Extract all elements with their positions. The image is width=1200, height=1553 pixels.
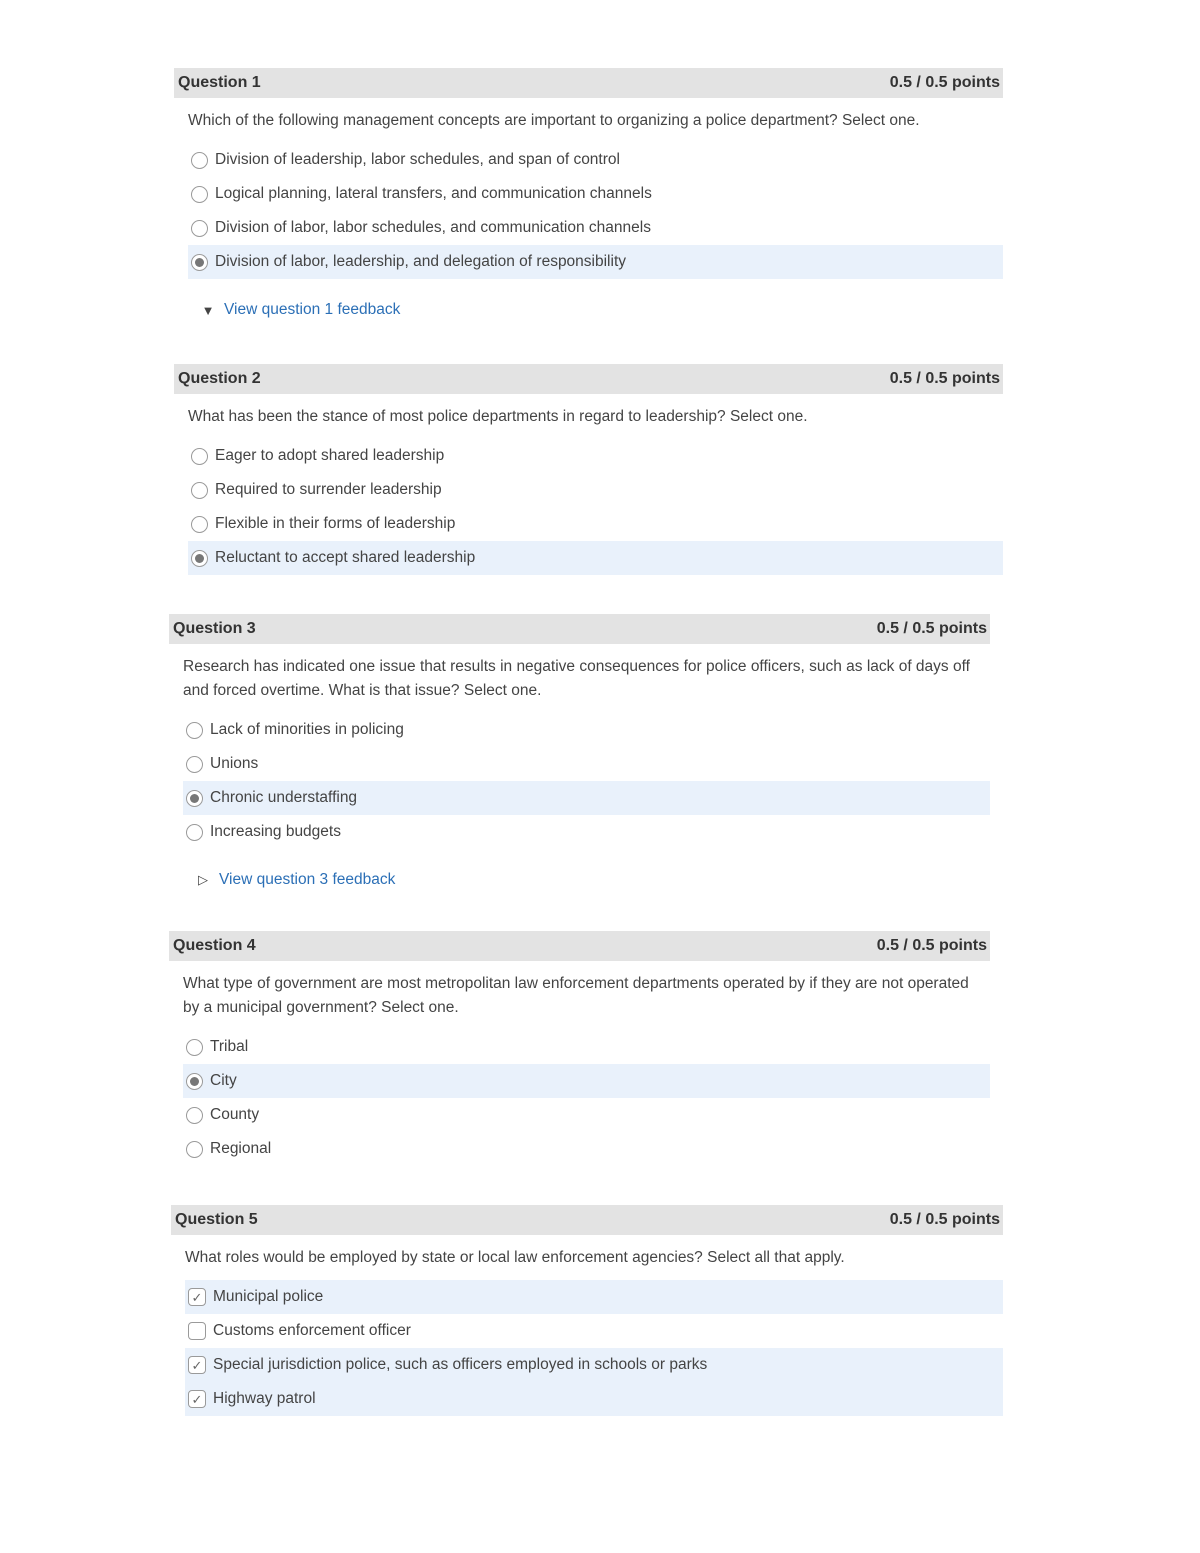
question-title: Question 2 bbox=[178, 370, 261, 387]
radio-button[interactable] bbox=[186, 1141, 203, 1158]
answer-option[interactable] bbox=[188, 473, 1003, 507]
option-label: Increasing budgets bbox=[210, 823, 341, 840]
checkbox[interactable] bbox=[188, 1322, 206, 1340]
question-header bbox=[174, 68, 1003, 98]
question-title: Question 4 bbox=[173, 937, 256, 954]
radio-button-selected[interactable] bbox=[191, 550, 208, 567]
question-2 bbox=[174, 364, 1003, 575]
option-label: County bbox=[210, 1106, 260, 1123]
question-prompt: What has been the stance of most police departments in regard to leadership? Select one. bbox=[188, 408, 808, 425]
answer-options bbox=[174, 143, 1003, 279]
radio-button[interactable] bbox=[191, 448, 208, 465]
option-label: Chronic understaffing bbox=[210, 789, 358, 806]
answer-option[interactable] bbox=[188, 177, 1003, 211]
question-header bbox=[169, 614, 990, 644]
radio-button[interactable] bbox=[191, 186, 208, 203]
answer-option-selected[interactable] bbox=[188, 245, 1003, 279]
question-1 bbox=[174, 68, 1003, 319]
radio-dot-icon bbox=[195, 258, 204, 267]
question-header bbox=[171, 1205, 1003, 1235]
question-points: 0.5 / 0.5 points bbox=[889, 74, 1000, 91]
answer-option[interactable] bbox=[188, 439, 1003, 473]
feedback-link-label[interactable]: View question 3 feedback bbox=[219, 871, 396, 888]
answer-option[interactable] bbox=[183, 713, 990, 747]
question-prompt: Research has indicated one issue that results in negative consequences for police officers, such as lack of days off and forced overtime. What is that issue? Select one. bbox=[183, 658, 970, 699]
option-label: Special jurisdiction police, such as officers employed in schools or parks bbox=[213, 1356, 708, 1373]
answer-options bbox=[169, 1030, 990, 1166]
answer-option[interactable] bbox=[183, 815, 990, 849]
checkbox-checked[interactable] bbox=[188, 1288, 206, 1306]
question-title: Question 1 bbox=[178, 74, 261, 91]
question-5 bbox=[171, 1205, 1003, 1416]
answer-option-selected[interactable] bbox=[183, 1064, 990, 1098]
option-label: Eager to adopt shared leadership bbox=[215, 447, 445, 464]
checkbox-checked[interactable] bbox=[188, 1356, 206, 1374]
checkmark-icon: ✓ bbox=[191, 1289, 203, 1305]
question-prompt: What type of government are most metropolitan law enforcement departments operated by if they are not operated by a municipal government? Select one. bbox=[183, 975, 969, 1016]
answer-option-selected[interactable] bbox=[188, 541, 1003, 575]
caret-down-icon: ▼ bbox=[201, 302, 215, 318]
view-feedback-link[interactable] bbox=[198, 301, 1003, 319]
option-label: Lack of minorities in policing bbox=[210, 721, 404, 738]
answer-options bbox=[169, 713, 990, 849]
answer-option[interactable] bbox=[183, 1030, 990, 1064]
radio-button[interactable] bbox=[186, 1039, 203, 1056]
radio-button[interactable] bbox=[186, 722, 203, 739]
question-title: Question 5 bbox=[175, 1211, 258, 1228]
option-label: Highway patrol bbox=[213, 1390, 316, 1407]
feedback-link-label[interactable]: View question 1 feedback bbox=[224, 301, 401, 318]
question-title: Question 3 bbox=[173, 620, 256, 637]
question-header bbox=[174, 364, 1003, 394]
option-label: Municipal police bbox=[213, 1288, 324, 1305]
option-label: Flexible in their forms of leadership bbox=[215, 515, 456, 532]
checkmark-icon: ✓ bbox=[191, 1391, 203, 1407]
question-header bbox=[169, 931, 990, 961]
radio-button-selected[interactable] bbox=[186, 1073, 203, 1090]
view-feedback-link[interactable] bbox=[193, 871, 990, 889]
question-points: 0.5 / 0.5 points bbox=[876, 937, 987, 954]
question-4 bbox=[169, 931, 990, 1166]
question-points: 0.5 / 0.5 points bbox=[889, 370, 1000, 387]
radio-button-selected[interactable] bbox=[191, 254, 208, 271]
option-label: Logical planning, lateral transfers, and communication channels bbox=[215, 185, 652, 202]
caret-right-icon: ▷ bbox=[198, 872, 208, 887]
radio-button[interactable] bbox=[191, 152, 208, 169]
option-label: Unions bbox=[210, 755, 259, 772]
question-3 bbox=[169, 614, 990, 889]
answer-option-selected[interactable] bbox=[183, 781, 990, 815]
option-label: Division of labor, leadership, and delegation of responsibility bbox=[215, 253, 626, 270]
checkbox-checked[interactable] bbox=[188, 1390, 206, 1408]
answer-option[interactable] bbox=[185, 1314, 1003, 1348]
answer-options bbox=[171, 1280, 1003, 1416]
question-points: 0.5 / 0.5 points bbox=[876, 620, 987, 637]
option-label: Customs enforcement officer bbox=[213, 1322, 411, 1339]
answer-option[interactable] bbox=[183, 1098, 990, 1132]
answer-option-selected[interactable] bbox=[185, 1280, 1003, 1314]
option-label: Division of leadership, labor schedules, and span of control bbox=[215, 151, 620, 168]
answer-option[interactable] bbox=[188, 507, 1003, 541]
answer-option-selected[interactable] bbox=[185, 1382, 1003, 1416]
radio-button[interactable] bbox=[186, 1107, 203, 1124]
option-label: Tribal bbox=[210, 1038, 249, 1055]
radio-dot-icon bbox=[195, 554, 204, 563]
radio-button[interactable] bbox=[191, 482, 208, 499]
answer-option[interactable] bbox=[188, 143, 1003, 177]
radio-button[interactable] bbox=[186, 824, 203, 841]
answer-options bbox=[174, 439, 1003, 575]
question-prompt: Which of the following management concepts are important to organizing a police department? Select one. bbox=[188, 112, 920, 129]
radio-button[interactable] bbox=[191, 220, 208, 237]
option-label: City bbox=[210, 1072, 237, 1089]
answer-option[interactable] bbox=[183, 747, 990, 781]
answer-option-selected[interactable] bbox=[185, 1348, 1003, 1382]
option-label: Regional bbox=[210, 1140, 272, 1157]
question-points: 0.5 / 0.5 points bbox=[889, 1211, 1000, 1228]
checkmark-icon: ✓ bbox=[191, 1357, 203, 1373]
option-label: Division of labor, labor schedules, and communication channels bbox=[215, 219, 651, 236]
radio-button-selected[interactable] bbox=[186, 790, 203, 807]
answer-option[interactable] bbox=[188, 211, 1003, 245]
option-label: Reluctant to accept shared leadership bbox=[215, 549, 476, 566]
radio-dot-icon bbox=[190, 794, 199, 803]
radio-dot-icon bbox=[190, 1077, 199, 1086]
radio-button[interactable] bbox=[186, 756, 203, 773]
question-prompt: What roles would be employed by state or local law enforcement agencies? Select all that apply. bbox=[185, 1249, 845, 1266]
radio-button[interactable] bbox=[191, 516, 208, 533]
answer-option[interactable] bbox=[183, 1132, 990, 1166]
option-label: Required to surrender leadership bbox=[215, 481, 442, 498]
